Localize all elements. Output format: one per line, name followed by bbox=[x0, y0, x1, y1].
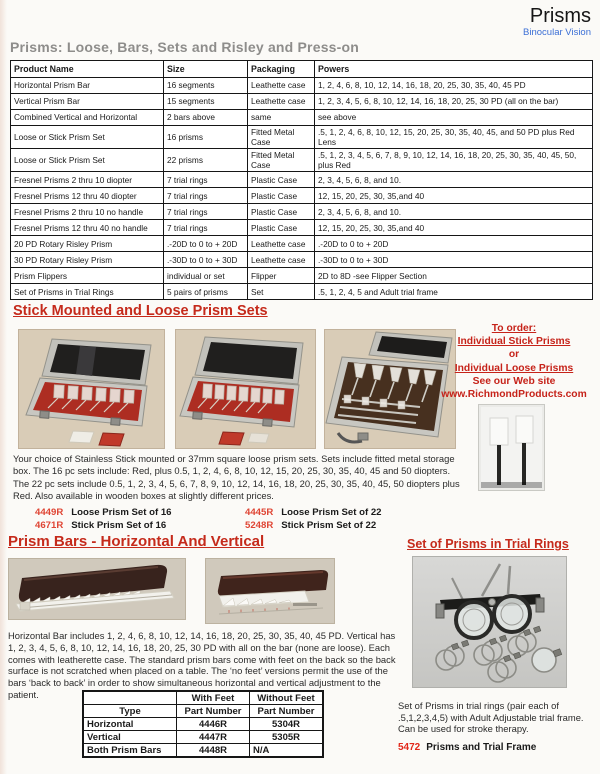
part-number-cell: 4447R bbox=[177, 731, 250, 744]
table-row bbox=[11, 172, 593, 188]
product-table-cell: 12, 15, 20, 25, 30, 35,and 40 bbox=[315, 188, 593, 204]
trial-frame-code-line bbox=[398, 742, 536, 753]
loose-prism-case-photo-1 bbox=[18, 329, 165, 449]
product-table-cell: Plastic Case bbox=[248, 188, 315, 204]
product-table-cell: Fresnel Prisms 12 thru 40 diopter bbox=[11, 188, 164, 204]
product-table-cell: Set bbox=[248, 284, 315, 300]
part-number-cell: 4446R bbox=[177, 718, 250, 731]
product-table-cell: Loose or Stick Prism Set bbox=[11, 126, 164, 149]
table-row bbox=[11, 252, 593, 268]
product-table-cell: 7 trial rings bbox=[164, 204, 248, 220]
product-table-cell: .-20D to 0 to + 20D bbox=[164, 236, 248, 252]
product-table-cell: 22 prisms bbox=[164, 149, 248, 172]
product-table-cell: Fresnel Prisms 12 thru 40 no handle bbox=[11, 220, 164, 236]
product-table-cell: 15 segments bbox=[164, 94, 248, 110]
table-header-row bbox=[83, 705, 323, 718]
product-table-cell: Fresnel Prisms 2 thru 10 no handle bbox=[11, 204, 164, 220]
product-code: 4445R bbox=[245, 507, 274, 518]
blank-cell bbox=[83, 691, 177, 705]
product-table-cell: 2 bars above bbox=[164, 110, 248, 126]
product-table-cell: 30 PD Rotary Risley Prism bbox=[11, 252, 164, 268]
product-code: 4671R bbox=[35, 520, 64, 532]
product-table-cell: .5, 1, 2, 3, 4, 5, 6, 7, 8, 9, 10, 12, 14, 16, 18, 20, 25, 30, 35, 40, 45, 50, plus Red bbox=[315, 149, 593, 172]
product-code-label: Loose Prism Set of 22 bbox=[281, 507, 382, 518]
product-table-cell: 1, 2, 3, 4, 5, 6, 8, 10, 12, 14, 16, 18, 20, 25, 30 PD (all on the bar) bbox=[315, 94, 593, 110]
trial-frame-rings-photo bbox=[412, 556, 567, 688]
product-code-label: Loose Prism Set of 16 bbox=[71, 507, 172, 518]
product-table-cell: .-30D to 0 to + 30D bbox=[164, 252, 248, 268]
part-number-cell: Vertical bbox=[83, 731, 177, 744]
column-header-powers: Powers bbox=[315, 61, 593, 78]
product-code-line bbox=[35, 519, 172, 532]
product-table-cell: .-30D to 0 to + 30D bbox=[315, 252, 593, 268]
part-number-cell: 5305R bbox=[250, 731, 324, 744]
order-or-text: or bbox=[508, 349, 520, 361]
part-number-cell: 5304R bbox=[250, 718, 324, 731]
product-table-cell: 16 segments bbox=[164, 78, 248, 94]
product-table-cell: 12, 15, 20, 25, 30, 35,and 40 bbox=[315, 220, 593, 236]
column-header-packaging: Packaging bbox=[248, 61, 315, 78]
column-header-size: Size bbox=[164, 61, 248, 78]
product-table-cell: 7 trial rings bbox=[164, 220, 248, 236]
page-title: Prisms bbox=[529, 5, 591, 27]
scan-edge-artifact bbox=[0, 0, 7, 774]
table-header-row bbox=[83, 691, 323, 705]
product-code-line bbox=[245, 506, 382, 519]
bars-section-description: Horizontal Bar includes 1, 2, 4, 6, 8, 10, 12, 14, 16, 18, 20, 25, 30, 35, 40, 45 PD. Vertical has 1, 2, 3, 4, 5, 6, 8, 10, 12, 14, 16, 18, 20, 25, 30 PD with all on the bar (none are loose). Each comes with leatherette case. The standard prism bars come with feet on the back so the back surface is not scratched when placed on a table. The ‘no feet’ versions permit the use of the bars ‘back to back’ in order to show simultaneous horizontal and vertical adjustment to the patient. bbox=[8, 630, 396, 700]
trial-rings-section-heading: Set of Prisms in Trial Rings bbox=[407, 537, 569, 551]
product-code: 5472 bbox=[398, 742, 421, 753]
product-table-cell: 2, 3, 4, 5, 6, 8, and 10. bbox=[315, 172, 593, 188]
section-main-heading: Prisms: Loose, Bars, Sets and Risley and Press-on bbox=[10, 39, 360, 55]
product-table-cell: Loose or Stick Prism Set bbox=[11, 149, 164, 172]
table-row bbox=[83, 731, 323, 744]
horizontal-prism-bar-photo bbox=[8, 558, 186, 620]
product-code: 5248R bbox=[245, 520, 274, 532]
table-row bbox=[11, 149, 593, 172]
order-heading: To order: bbox=[491, 323, 537, 334]
product-table-cell: Vertical Prism Bar bbox=[11, 94, 164, 110]
part-number-table bbox=[82, 690, 324, 758]
product-table-cell: 20 PD Rotary Risley Prism bbox=[11, 236, 164, 252]
product-table-cell: Set of Prisms in Trial Rings bbox=[11, 284, 164, 300]
part-number-cell: N/A bbox=[250, 744, 324, 758]
products-table bbox=[10, 60, 593, 300]
order-info-block bbox=[428, 322, 600, 401]
table-row bbox=[11, 110, 593, 126]
trial-rings-caption: Set of Prisms in trial rings (pair each of .5,1,2,3,4,5) with Adult Adjustable trial frame. Can be used for stroke therapy. bbox=[398, 700, 584, 735]
product-code-line bbox=[35, 506, 172, 519]
product-table-cell: Plastic Case bbox=[248, 220, 315, 236]
table-row bbox=[11, 94, 593, 110]
table-row bbox=[11, 236, 593, 252]
product-table-cell: 2, 3, 4, 5, 6, 8, and 10. bbox=[315, 204, 593, 220]
product-table-cell: 1, 2, 4, 6, 8, 10, 12, 14, 16, 18, 20, 25, 30, 35, 40, 45 PD bbox=[315, 78, 593, 94]
table-row bbox=[83, 744, 323, 758]
product-code-column-left bbox=[35, 506, 172, 532]
product-table-cell: Leathette case bbox=[248, 94, 315, 110]
product-table-cell: .5, 1, 2, 4, 5 and Adult trial frame bbox=[315, 284, 593, 300]
product-code-line bbox=[245, 519, 382, 532]
product-code-label: Stick Prism Set of 22 bbox=[281, 520, 377, 532]
product-table-cell: see above bbox=[315, 110, 593, 126]
link-individual-loose-prisms[interactable]: Individual Loose Prisms bbox=[454, 362, 574, 374]
page-subtitle: Binocular Vision bbox=[523, 27, 591, 38]
product-table-cell: .-20D to 0 to + 20D bbox=[315, 236, 593, 252]
product-table-cell: 7 trial rings bbox=[164, 172, 248, 188]
product-table-cell: individual or set bbox=[164, 268, 248, 284]
product-table-cell: Prism Flippers bbox=[11, 268, 164, 284]
table-row bbox=[11, 284, 593, 300]
product-code: 4449R bbox=[35, 507, 64, 518]
product-table-cell: Leathette case bbox=[248, 252, 315, 268]
table-row bbox=[11, 220, 593, 236]
table-row bbox=[83, 718, 323, 731]
loose-prism-case-photo-2 bbox=[175, 329, 316, 449]
part-number-cell: 4448R bbox=[177, 744, 250, 758]
order-website-text: See our Web site bbox=[472, 375, 556, 387]
product-code-label: Prisms and Trial Frame bbox=[426, 742, 537, 753]
product-table-cell: Plastic Case bbox=[248, 172, 315, 188]
column-header-with-feet: With Feet bbox=[177, 691, 250, 705]
table-row bbox=[11, 188, 593, 204]
product-table-cell: 7 trial rings bbox=[164, 188, 248, 204]
link-website-url[interactable]: www.RichmondProducts.com bbox=[441, 389, 587, 401]
part-number-cell: Both Prism Bars bbox=[83, 744, 177, 758]
vertical-prism-bar-photo bbox=[205, 558, 335, 624]
product-code-column-right bbox=[245, 506, 382, 532]
product-code-label: Stick Prism Set of 16 bbox=[71, 520, 167, 532]
product-table-cell: Fitted Metal Case bbox=[248, 149, 315, 172]
table-row bbox=[11, 126, 593, 149]
product-table-cell: Leathette case bbox=[248, 236, 315, 252]
product-table-cell: Plastic Case bbox=[248, 204, 315, 220]
column-header-type: Type bbox=[83, 705, 177, 718]
table-row bbox=[11, 78, 593, 94]
table-row bbox=[11, 204, 593, 220]
column-header-part-number: Part Number bbox=[177, 705, 250, 718]
product-table-cell: Fitted Metal Case bbox=[248, 126, 315, 149]
column-header-part-number: Part Number bbox=[250, 705, 324, 718]
product-table-cell: Horizontal Prism Bar bbox=[11, 78, 164, 94]
link-individual-stick-prisms[interactable]: Individual Stick Prisms bbox=[457, 336, 571, 348]
product-table-cell: .5, 1, 2, 4, 6, 8, 10, 12, 15, 20, 25, 30, 35, 40, 45, and 50 PD plus Red Lens bbox=[315, 126, 593, 149]
product-table-cell: 5 pairs of prisms bbox=[164, 284, 248, 300]
product-table-cell: 16 prisms bbox=[164, 126, 248, 149]
stick-section-description: Your choice of Stainless Stick mounted or 37mm square loose prism sets. Sets include fitted metal storage box. The 16 pc sets include: Red, plus 0.5, 1, 2, 4, 6, 8, 10, 12, 15, 20, 25, 30, 35, 40, 45 and 50 diopters. The 22 pc sets include 0.5, 1, 2, 3, 4, 5, 6, 7, 8, 9, 10, 12, 14, 16, 18, 20, 25, 30, 35, 40, 45, 50 diopters plus Red. Also available in wooden boxes at slightly different prices. bbox=[13, 453, 460, 502]
product-table-cell: Fresnel Prisms 2 thru 10 diopter bbox=[11, 172, 164, 188]
stick-section-heading: Stick Mounted and Loose Prism Sets bbox=[13, 303, 268, 319]
product-table-cell: same bbox=[248, 110, 315, 126]
column-header-without-feet: Without Feet bbox=[250, 691, 324, 705]
table-header-row bbox=[11, 61, 593, 78]
product-table-cell: Flipper bbox=[248, 268, 315, 284]
product-table-cell: Combined Vertical and Horizontal bbox=[11, 110, 164, 126]
part-number-cell: Horizontal bbox=[83, 718, 177, 731]
column-header-product-name: Product Name bbox=[11, 61, 164, 78]
product-table-cell: 2D to 8D -see Flipper Section bbox=[315, 268, 593, 284]
bars-section-heading: Prism Bars - Horizontal And Vertical bbox=[8, 533, 265, 550]
table-row bbox=[11, 268, 593, 284]
stick-prisms-photo bbox=[478, 404, 545, 491]
product-table-cell: Leathette case bbox=[248, 78, 315, 94]
